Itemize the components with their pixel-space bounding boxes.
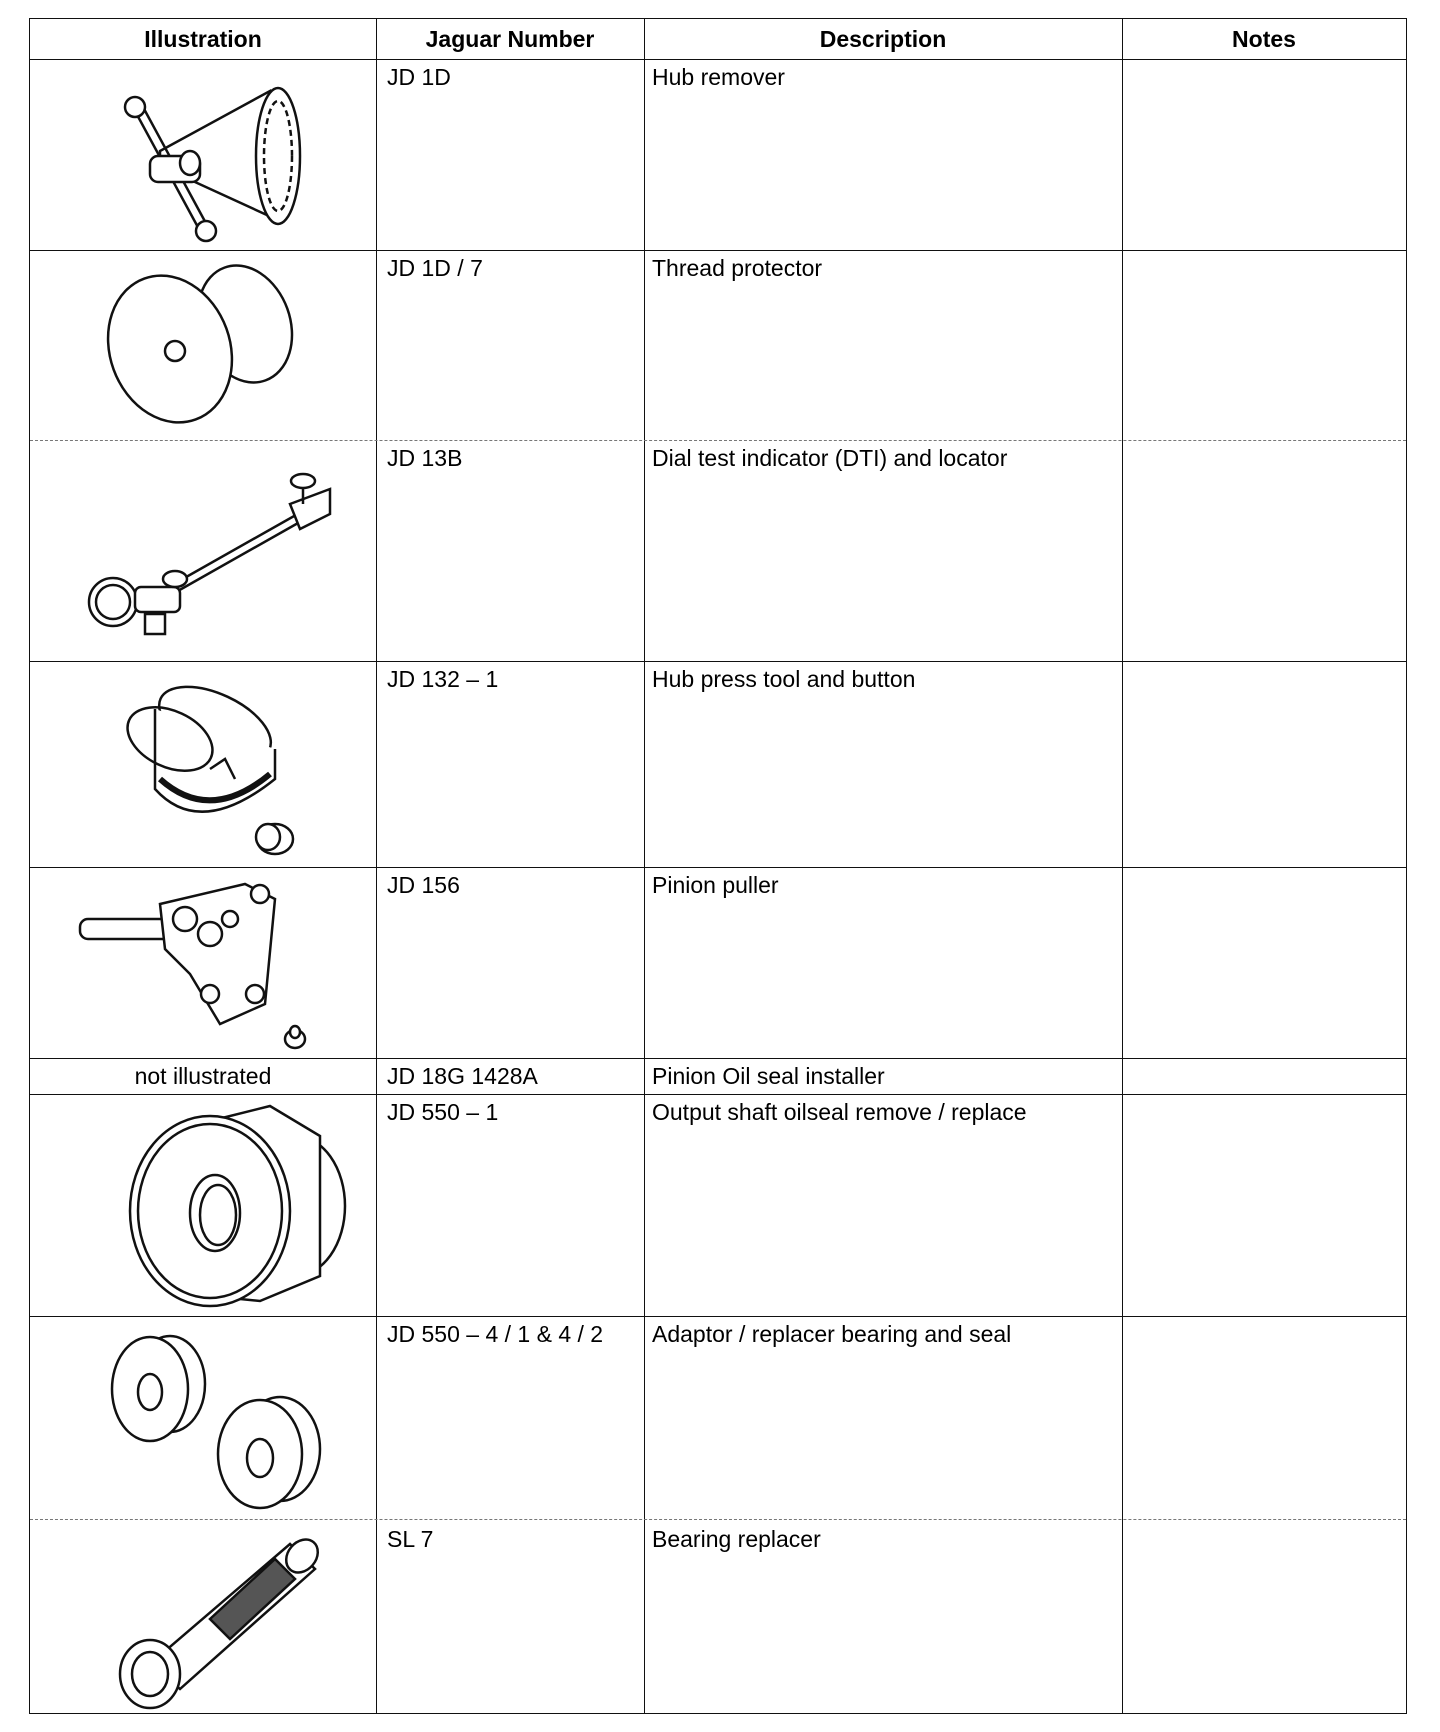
description: Output shaft oilseal remove / replace — [652, 1099, 1027, 1125]
pinion-puller-icon — [70, 874, 320, 1054]
jaguar-number: JD 18G 1428A — [387, 1063, 538, 1089]
jaguar-number: JD 550 – 4 / 1 & 4 / 2 — [387, 1321, 604, 1347]
row-divider — [30, 1316, 1406, 1317]
row-divider — [30, 1094, 1406, 1095]
column-divider — [1122, 19, 1123, 1713]
description: Thread protector — [652, 255, 823, 281]
jaguar-number: JD 1D — [387, 64, 451, 90]
header-jaguar-number: Jaguar Number — [425, 25, 595, 52]
jaguar-number: JD 1D / 7 — [387, 255, 483, 281]
special-tools-table — [29, 18, 1407, 1714]
description: Hub press tool and button — [652, 666, 916, 692]
row-divider — [30, 440, 1406, 441]
header-illustration: Illustration — [144, 25, 262, 52]
row-divider — [30, 59, 1406, 60]
header-notes: Notes — [1232, 25, 1296, 52]
column-divider — [376, 19, 377, 1713]
description: Pinion Oil seal installer — [652, 1063, 885, 1089]
jaguar-number: JD 156 — [387, 872, 460, 898]
header-description: Description — [819, 25, 947, 52]
bearing-replacer-icon — [90, 1524, 350, 1709]
hub-remover-icon — [90, 71, 330, 243]
oilseal-tool-icon — [120, 1101, 360, 1311]
column-divider — [644, 19, 645, 1713]
description: Bearing replacer — [652, 1526, 821, 1552]
adaptor-replacer-icon — [95, 1324, 345, 1509]
row-divider — [30, 661, 1406, 662]
jaguar-number: JD 550 – 1 — [387, 1099, 499, 1125]
jaguar-number: JD 13B — [387, 445, 463, 471]
jaguar-number: JD 132 – 1 — [387, 666, 499, 692]
description: Adaptor / replacer bearing and seal — [652, 1321, 1012, 1347]
jaguar-number: SL 7 — [387, 1526, 434, 1552]
description: Hub remover — [652, 64, 785, 90]
hub-press-tool-icon — [100, 669, 340, 864]
thread-protector-icon — [95, 259, 315, 431]
row-divider — [30, 1058, 1406, 1059]
row-divider — [30, 1519, 1406, 1520]
not-illustrated-label: not illustrated — [134, 1063, 272, 1089]
description: Pinion puller — [652, 872, 779, 898]
row-divider — [30, 250, 1406, 251]
row-divider — [30, 867, 1406, 868]
description: Dial test indicator (DTI) and locator — [652, 445, 1008, 471]
dial-test-indicator-icon — [65, 459, 335, 649]
